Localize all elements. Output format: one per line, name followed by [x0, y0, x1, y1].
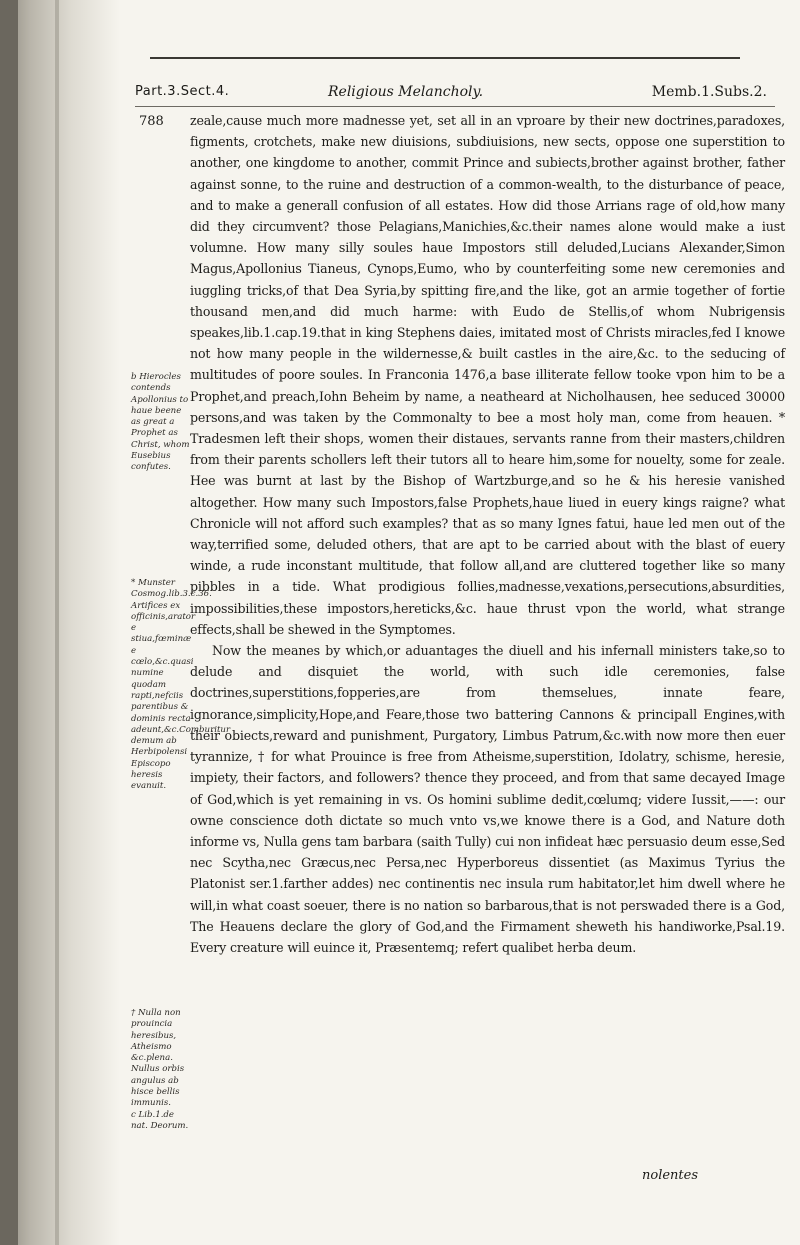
header-title: Religious Melancholy.: [328, 84, 484, 100]
running-header: [135, 84, 775, 108]
header-part: Part.3.Sect.4.: [135, 84, 230, 99]
page-number: 788: [139, 114, 164, 129]
paragraph-2: Now the meanes by which,or aduantages the diuell and his infernall ministers take,so to delude and disquiet the world, with such idle ceremonies, false doctrines,superstitions,fopperies,are from themselues, innate feare, ignorance,simplicity,Hope,and Feare,those two battering Cannons & principall Engines,with their obiects,reward and punishment, Purgatory, Limbus Patrum,&c.with now more then euer tyrannize, † for what Prouince is free from Atheisme,superstition, Idolatry, schisme, heresie, impiety, their factors, and followers? thence they proceed, and from that same decayed Image of God,which is yet remaining in vs. Os homini sublime dedit,cœlumq; videre Iussit,——: our owne conscience doth dictate so much vnto vs,we knowe there is a God, and Nature doth informe vs, Nulla gens tam barbara (saith Tully) cui non infideat hæc persuasio deum esse,Sed nec Scytha,nec Græcus,nec Persa,nec Hyperboreus dissentiet (as Maximus Tyrius the Platonist ser.1.farther addes) nec continentis nec insula rum habitator,let him dwell where he will,in what coast soeuer, there is no nation so barbarous,that is not perswaded there is a God, The Heauens declare the glory of God,and the Firmament sheweth his handiworke,Psal.19. Every creature will euince it, Præsentemq; refert qualibet herba deum.: [190, 643, 785, 955]
margin-note-dagger: † Nulla non prouincia heresibus, Atheismo &c.plena. Nullus orbis angulus ab hisce bellis immunis.: [131, 1008, 185, 1109]
header-rule: [135, 106, 775, 107]
margin-note-munster: * Munster Cosmog.lib.3.c.36. Artifices ex officinis,arator e stiua,fœminæ e cœlo,&c.quasi numine quodam rapti,nefciis parentibus & dominis recta adeunt,&c.Comburitur demum ab Herbipolensi Episcopo heresis evanuit.: [131, 578, 231, 792]
margin-note-b: b Hierocles contends Apollonius to haue beene as great a Prophet as Christ, whom Eusebius confutes.: [131, 372, 190, 473]
catchword: nolentes: [642, 1168, 699, 1183]
header-member: Memb.1.Subs.2.: [651, 84, 767, 100]
paragraph-1: zeale,cause much more madnesse yet, set all in an vproare by their new doctrines,paradoxes, figments, crotchets, make new diuisions, subdiuisions, new sects, oppose one superstition to another, one kingdome to another, commit Prince and subiects,brother against brother, father against sonne, to the ruine and destruction of a common-wealth, to the disturbance of peace, and to make a generall confusion of all estates. How did those Arrians rage of old,how many did they circumvent? those Pelagians,Manichies,&c.their names alone would make a iust volumne. How many silly soules haue Impostors still deluded,Lucians Alexander,Simon Magus,Apollonius Tianeus, Cynops,Eumo, who by counterfeiting some new ceremonies and iuggling tricks,of that Dea Syria,by spitting fire,and the like, got an armie together of fortie thousand men,and did much harme: with Eudo de Stellis,of whom Nubrigensis speakes,lib.1.cap.19.that in king Stephens daies, imitated most of Christs miracles,fed I knowe not how many people in the wildernesse,& built castles in the aire,&c. to the seducing of multitudes of poore soules. In Franconia 1476,a base illiterate fellow tooke vpon him to be a Prophet,and preach,Iohn Beheim by name, a neatheard at Nicholhausen, hee seduced 30000 persons,and was taken by the Commonalty to bee a most holy man, come from heauen. * Tradesmen left their shops, women their distaues, servants ranne from their masters,children from their parents schollers left their tutors all to heare him,some for nouelty, some for zeale. Hee was burnt at last by the Bishop of Wartzburge,and so he & his heresie vanished altogether. How many such Impostors,false Prophets,haue liued in euery kings raigne? what Chronicle will not afford such examples? that as so many Ignes fatui, haue led men out of the way,terrified some, deluded others, that are apt to be carried about with the blast of euery winde, a rude inconstant multitude, that follow all,and are cluttered together like so many pibbles in a tide. What prodigious follies,madnesse,vexations,persecutions,absurdities, impossibilities,these impostors,hereticks,&c. haue thrust vpon the world, what strange effects,shall be shewed in the Symptomes.: [190, 113, 785, 637]
margin-note-c: c Lib.1.de nat. Deorum.: [131, 1110, 189, 1132]
gutter-crease: [55, 0, 59, 1245]
top-rule: [150, 57, 740, 59]
page-edge: [0, 0, 18, 1245]
binding-shadow: [0, 0, 120, 1245]
body-text: [190, 110, 785, 958]
